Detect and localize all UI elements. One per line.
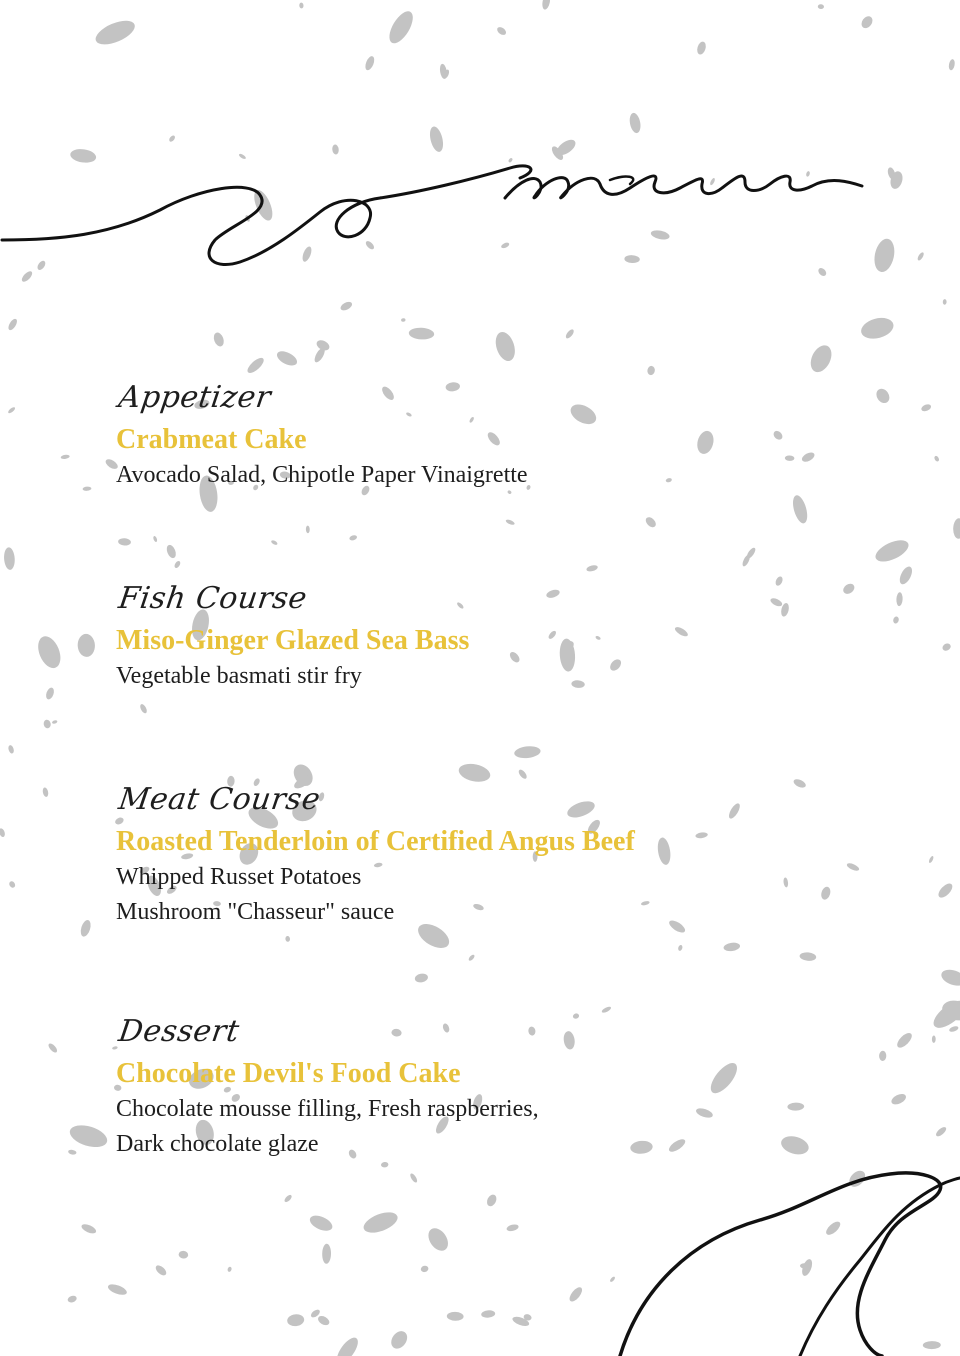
speckle-dot — [859, 14, 874, 30]
speckle-dot — [859, 315, 896, 342]
speckle-dot — [586, 564, 599, 572]
speckle-dot — [92, 16, 138, 49]
speckle-dot — [0, 828, 6, 838]
speckle-dot — [481, 1310, 496, 1319]
speckle-dot — [545, 588, 560, 599]
speckle-dot — [563, 1030, 576, 1050]
menu-script-title — [0, 140, 900, 280]
speckle-dot — [381, 1162, 389, 1168]
speckle-dot — [287, 1313, 305, 1327]
speckle-dot — [936, 881, 955, 900]
corner-flourish-icon — [600, 1150, 960, 1356]
speckle-dot — [820, 886, 832, 901]
speckle-dot — [79, 919, 92, 938]
speckle-dot — [939, 967, 960, 989]
speckle-dot — [47, 1042, 59, 1054]
speckle-dot — [792, 777, 807, 789]
speckle-dot — [601, 1006, 612, 1014]
speckle-dot — [68, 1149, 77, 1155]
speckle-dot — [572, 1013, 580, 1020]
speckle-dot — [695, 1107, 714, 1120]
speckle-dot — [3, 547, 15, 570]
speckle-dot — [695, 832, 708, 839]
course-heading: Fish Course — [116, 581, 310, 616]
speckle-dot — [388, 1328, 410, 1352]
speckle-dot — [799, 952, 816, 962]
speckle-dot — [916, 251, 924, 261]
speckle-dot — [807, 342, 836, 376]
speckle-dot — [505, 519, 515, 526]
speckle-dot — [67, 1121, 110, 1151]
speckle-dot — [948, 1025, 959, 1033]
speckle-dot — [322, 1244, 331, 1264]
dish-name: Roasted Tenderloin of Certified Angus Beef — [116, 826, 635, 857]
speckle-dot — [647, 365, 656, 375]
speckle-dot — [270, 539, 278, 545]
speckle-dot — [60, 454, 70, 459]
speckle-dot — [541, 0, 551, 10]
speckle-dot — [361, 1208, 400, 1237]
course-fish — [116, 579, 469, 694]
dish-description: Avocado Salad, Chipotle Paper Vinaigrette — [116, 462, 528, 488]
speckle-dot — [67, 1295, 78, 1304]
speckle-dot — [7, 406, 16, 414]
speckle-dot — [165, 544, 178, 560]
speckle-dot — [769, 597, 783, 608]
speckle-dot — [308, 1213, 335, 1234]
speckle-dot — [7, 744, 14, 754]
speckle-dot — [935, 1125, 948, 1138]
course-appetizer — [116, 378, 528, 493]
dish-description: Whipped Russet Potatoes — [116, 864, 362, 890]
speckle-dot — [283, 1194, 293, 1204]
speckle-dot — [506, 1223, 519, 1232]
dish-description: Dark chocolate glaze — [116, 1131, 319, 1157]
speckle-dot — [641, 900, 650, 906]
speckle-dot — [409, 327, 435, 340]
speckle-dot — [43, 719, 52, 729]
dish-description: Mushroom "Chasseur" sauce — [116, 899, 395, 925]
speckle-dot — [275, 348, 300, 368]
speckle-dot — [790, 494, 810, 525]
speckle-dot — [656, 837, 672, 866]
speckle-dot — [8, 880, 16, 889]
speckle-dot — [943, 299, 947, 305]
dish-description: Vegetable basmati stir fry — [116, 663, 362, 689]
speckle-dot — [173, 560, 181, 569]
speckle-dot — [595, 635, 601, 640]
speckle-dot — [571, 680, 585, 689]
speckle-dot — [34, 633, 65, 671]
speckle-dot — [772, 429, 784, 441]
speckle-dot — [424, 1225, 452, 1255]
speckle-dot — [339, 300, 353, 312]
speckle-dot — [333, 1334, 362, 1356]
speckle-dot — [118, 538, 131, 546]
speckle-dot — [285, 936, 290, 942]
speckle-dot — [879, 1051, 887, 1061]
speckle-dot — [846, 862, 860, 872]
course-heading: Appetizer — [116, 380, 274, 415]
speckle-dot — [492, 330, 518, 364]
speckle-dot — [385, 8, 418, 47]
speckle-dot — [774, 575, 784, 587]
speckle-dot — [153, 536, 158, 543]
speckle-dot — [783, 877, 789, 888]
speckle-dot — [695, 429, 716, 456]
speckle-dot — [872, 536, 911, 566]
speckle-dot — [364, 55, 376, 71]
speckle-dot — [42, 787, 49, 797]
speckle-dot — [948, 59, 956, 71]
course-heading: Dessert — [116, 1014, 242, 1049]
speckle-dot — [706, 1059, 742, 1098]
speckle-dot — [723, 942, 741, 952]
dish-name: Miso-Ginger Glazed Sea Bass — [116, 625, 470, 656]
speckle-dot — [316, 1314, 330, 1327]
speckle-dot — [7, 318, 19, 332]
speckle-dot — [80, 1222, 97, 1235]
speckle-dot — [349, 534, 358, 541]
speckle-dot — [212, 331, 226, 348]
speckle-dot — [496, 25, 508, 36]
speckle-dot — [890, 1092, 908, 1107]
speckle-dot — [245, 355, 266, 375]
speckle-dot — [564, 328, 575, 340]
course-meat — [116, 780, 635, 930]
speckle-dot — [785, 455, 795, 461]
speckle-dot — [800, 451, 816, 464]
speckle-dot — [608, 657, 623, 673]
speckle-dot — [299, 2, 304, 8]
speckle-dot — [727, 802, 742, 820]
speckle-dot — [696, 41, 708, 56]
speckle-dot — [953, 518, 960, 539]
speckle-dot — [178, 1250, 188, 1259]
speckle-dot — [665, 477, 672, 483]
speckle-dot — [928, 855, 934, 863]
speckle-dot — [787, 1102, 804, 1111]
speckle-dot — [644, 515, 658, 529]
speckle-dot — [841, 582, 856, 596]
speckle-dot — [306, 526, 310, 534]
speckle-dot — [920, 403, 932, 413]
speckle-dot — [517, 768, 528, 780]
speckle-dot — [409, 1172, 419, 1183]
speckle-dot — [52, 720, 58, 725]
speckle-dot — [447, 1312, 464, 1321]
speckle-dot — [567, 1285, 584, 1303]
script-flourish-title-icon — [0, 140, 900, 280]
speckle-dot — [547, 630, 557, 641]
speckle-dot — [154, 1264, 168, 1278]
speckle-dot — [414, 973, 429, 984]
speckle-dot — [514, 745, 541, 759]
course-heading: Meat Course — [116, 782, 323, 817]
speckle-dot — [420, 1265, 429, 1273]
speckle-dot — [895, 1031, 915, 1051]
speckle-dot — [107, 1282, 128, 1297]
speckle-dot — [818, 4, 825, 9]
speckle-dot — [897, 565, 914, 586]
speckle-dot — [139, 703, 148, 714]
speckle-dot — [45, 687, 56, 701]
dish-name: Chocolate Devil's Food Cake — [116, 1058, 461, 1089]
speckle-dot — [896, 592, 903, 606]
speckle-dot — [508, 650, 521, 664]
speckle-dot — [677, 944, 683, 951]
speckle-dot — [874, 386, 892, 405]
speckle-dot — [485, 1193, 498, 1208]
speckle-dot — [667, 918, 687, 935]
course-dessert — [116, 1012, 539, 1162]
speckle-dot — [82, 486, 91, 491]
speckle-dot — [941, 642, 952, 652]
speckle-dot — [567, 400, 599, 428]
speckle-dot — [77, 633, 95, 657]
speckle-dot — [932, 1035, 936, 1042]
speckle-dot — [628, 112, 642, 134]
speckle-dot — [227, 1266, 232, 1272]
dish-description: Chocolate mousse filling, Fresh raspberries, — [116, 1096, 539, 1122]
speckle-dot — [933, 455, 939, 462]
speckle-dot — [401, 318, 406, 322]
speckle-dot — [892, 616, 899, 624]
speckle-dot — [468, 954, 476, 962]
speckle-dot — [674, 625, 690, 638]
dish-name: Crabmeat Cake — [116, 424, 307, 455]
